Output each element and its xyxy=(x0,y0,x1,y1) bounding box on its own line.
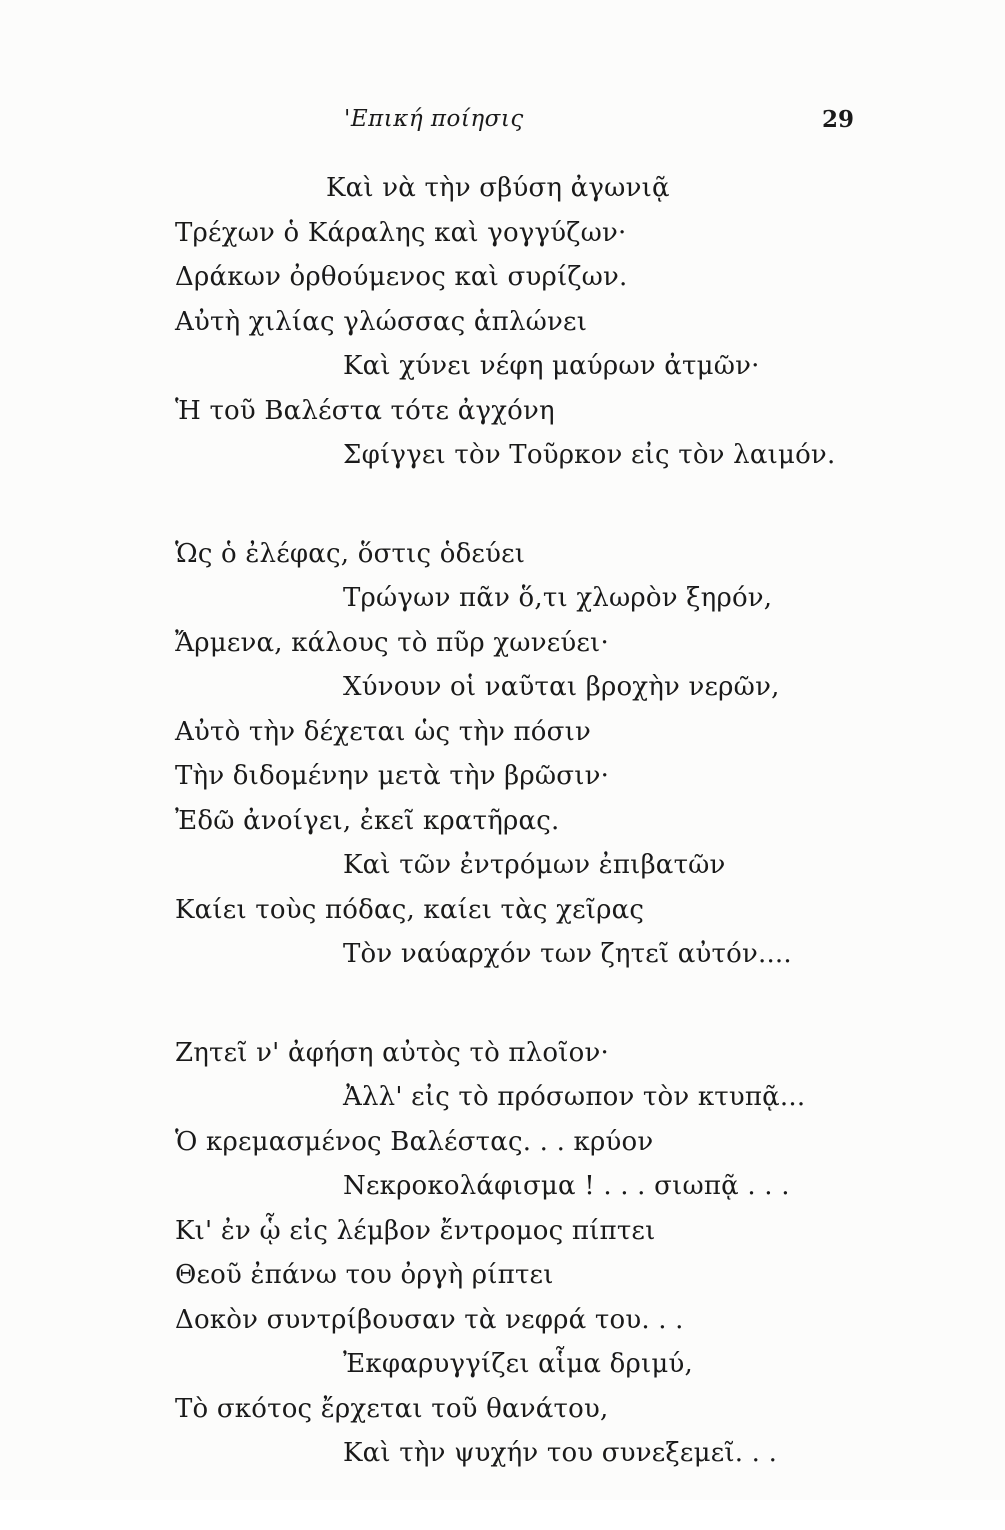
verse-line: Θεοῦ ἐπάνω του ὀργὴ ρίπτει xyxy=(175,1260,554,1290)
verse-line: Ἡ τοῦ Βαλέστα τότε ἀγχόνη xyxy=(175,395,555,426)
verse-line: Καὶ τῶν ἐντρόμων ἐπιβατῶν xyxy=(343,850,726,880)
verse-line: Καὶ νὰ τὴν σβύση ἀγωνιᾷ xyxy=(326,173,670,203)
verse-line: Ἐδῶ ἀνοίγει, ἐκεῖ κρατῆρας. xyxy=(175,805,560,836)
verse-line: Τρέχων ὁ Κάραλης καὶ γογγύζων· xyxy=(175,217,627,248)
verse-line: Ἀλλ' εἰς τὸ πρόσωπον τὸν κτυπᾷ... xyxy=(343,1082,806,1112)
verse-line: Σφίγγει τὸν Τοῦρκον εἰς τὸν λαιμόν. xyxy=(343,440,836,470)
stanza xyxy=(0,166,1005,478)
verse-line: Ἐκφαρυγγίζει αἷμα δριμύ, xyxy=(343,1349,693,1379)
stanza xyxy=(0,1031,1005,1476)
running-title: 'Επική ποίησις xyxy=(344,106,524,132)
verse-line: Δοκὸν συντρίβουσαν τὰ νεφρά του. . . xyxy=(175,1304,684,1335)
running-header xyxy=(0,106,1005,136)
verse-line: Ὁ κρεμασμένος Βαλέστας. . . κρύον xyxy=(175,1126,654,1157)
verse-line: Τὸ σκότος ἔρχεται τοῦ θανάτου, xyxy=(175,1393,609,1424)
verse-line: Καίει τοὺς πόδας, καίει τὰς χεῖρας xyxy=(175,894,645,925)
verse-line: Τὴν διδομένην μετὰ τὴν βρῶσιν· xyxy=(175,761,610,791)
verse-line: Αὐτὸ τὴν δέχεται ὡς τὴν πόσιν xyxy=(175,716,592,747)
verse-line: Δράκων ὀρθούμενος καὶ συρίζων. xyxy=(175,262,628,292)
verse-line: Τὸν ναύαρχόν των ζητεῖ αὐτόν.... xyxy=(343,939,792,969)
verse-line: Κι' ἐν ᾧ εἰς λέμβον ἔντρομος πίπτει xyxy=(175,1215,656,1246)
verse-line: Αὐτὴ χιλίας γλώσσας ἁπλώνει xyxy=(175,306,588,337)
page-number: 29 xyxy=(822,106,855,133)
verse-line: Καὶ χύνει νέφη μαύρων ἀτμῶν· xyxy=(343,351,760,381)
verse-line: Νεκροκολάφισμα ! . . . σιωπᾷ . . . xyxy=(343,1171,790,1201)
stanza xyxy=(0,532,1005,977)
verse-line: Ζητεῖ ν' ἀφήση αὐτὸς τὸ πλοῖον· xyxy=(175,1037,609,1068)
verse-line: Καὶ τὴν ψυχήν του συνεξεμεῖ. . . xyxy=(343,1438,778,1468)
verse-line: Χύνουν οἱ ναῦται βροχὴν νερῶν, xyxy=(343,672,780,702)
verse-line: Ὡς ὁ ἐλέφας, ὅστις ὁδεύει xyxy=(175,538,526,569)
verse-line: Τρώγων πᾶν ὅ,τι χλωρὸν ξηρόν, xyxy=(343,583,773,613)
verse-line: Ἄρμενα, κάλους τὸ πῦρ χωνεύει· xyxy=(175,627,609,658)
poem-body xyxy=(0,166,1005,1530)
